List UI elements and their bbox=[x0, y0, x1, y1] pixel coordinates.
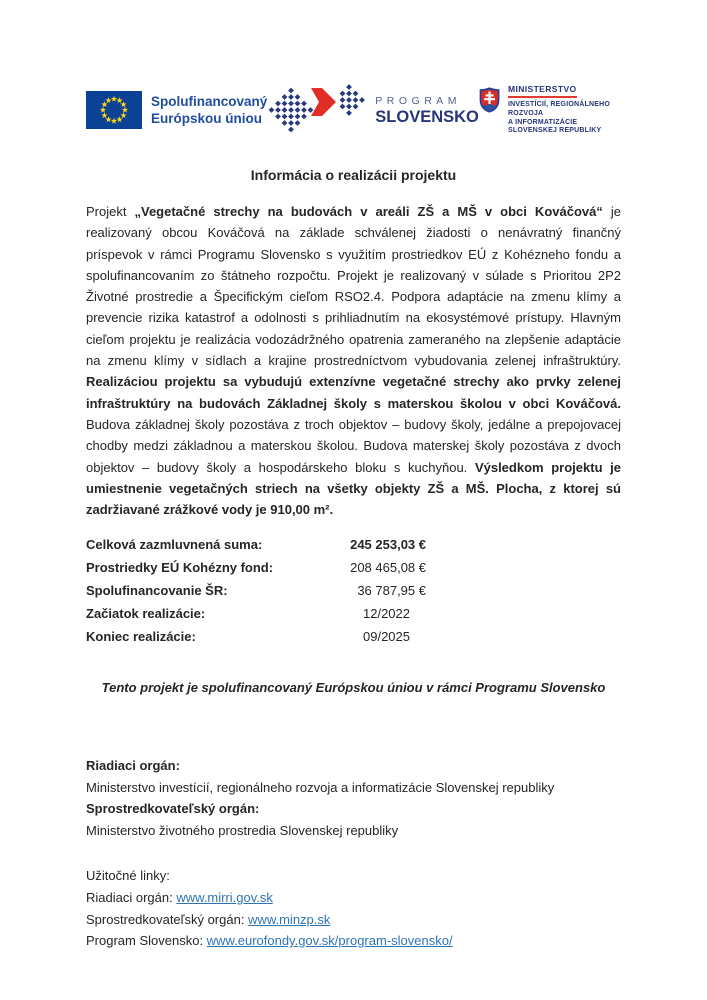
eu-flag-icon bbox=[86, 91, 142, 129]
financial-row bbox=[86, 556, 621, 579]
project-description-paragraph bbox=[86, 201, 621, 520]
financial-row bbox=[86, 602, 621, 625]
paragraph-segment: Projekt bbox=[86, 204, 135, 219]
link-prefix: Sprostredkovateľský orgán: bbox=[86, 911, 249, 927]
managing-authority-label: Riadiaci orgán: bbox=[86, 758, 180, 774]
useful-links-heading: Užitočné linky: bbox=[86, 868, 170, 884]
paragraph-bold-segment: Výsledkom projektu je umiestnenie vegetačných striech na všetky objekty ZŠ a MŠ. Plocha, z ktorej sú zadržiavané zrážkové vody je 910,00 m². bbox=[86, 459, 621, 518]
intermediate-body-label: Sprostredkovateľský orgán: bbox=[86, 801, 260, 817]
eu-logo-text bbox=[151, 93, 267, 127]
page-title: Informácia o realizácii projektu bbox=[250, 167, 457, 183]
financial-value: 12/2022 bbox=[363, 606, 410, 622]
project-name-bold: „Vegetačné strechy na budovách v areáli ZŠ a MŠ v obci Kováčová“ bbox=[134, 204, 603, 219]
eu-logo-line1: Spolufinancovaný bbox=[151, 94, 268, 109]
ministry-title: MINISTERSTVO bbox=[508, 84, 577, 98]
financial-label: Prostriedky EÚ Kohézny fond: bbox=[86, 560, 274, 576]
paragraph-segment: Budova základnej školy pozostáva z troch objektov – budovy školy, jedálne a prepojovacej chodby medzi základnou a materskou školou. Budova materskej školy pozostáva z dvoch objektov – budovy školy a hospodárskeho bloku s kuchyňou. bbox=[86, 416, 621, 475]
logo-header bbox=[86, 0, 621, 142]
eurofondy-link[interactable]: www.eurofondy.gov.sk/program-slovensko/ bbox=[206, 933, 453, 949]
intermediate-body-value: Ministerstvo životného prostredia Slovenskej republiky bbox=[86, 822, 399, 838]
slovak-coat-of-arms-icon bbox=[479, 84, 500, 116]
paragraph-bold-segment: Realizáciou projektu sa vybudujú extenzívne vegetačné strechy ako prvky zelenej infraštruktúry na budovách Základnej školy s materskou školou v obci Kováčová. bbox=[86, 374, 621, 411]
program-slovensko-mark-icon bbox=[267, 80, 367, 140]
paragraph-segment: je realizovaný obcou Kováčová na základe schválenej žiadosti o nenávratný finančný príspevok v rámci Programu Slovensko s využitím prostriedkov EÚ z Kohézneho fondu a spolufinancovaním zo štátneho rozpočtu. Projekt je realizovaný v súlade s Prioritou 2P2 Životné prostredie a Špecifickým cieľom RSO2.4. Podpora adaptácie na zmenu klímy a prevencie rizika katastrof a odolnosti s prihliadnutím na ekosystémové prístupy. Hlavným cieľom projektu je realizácia vodozádržného opatrenia zameraného na zlepšenie adaptácie na zmenu klímy v sídlach a krajine prostredníctvom vybudovania zelenej infraštruktúry. bbox=[86, 204, 622, 369]
program-slovensko-text bbox=[375, 95, 479, 126]
link-line bbox=[86, 930, 621, 952]
useful-links bbox=[86, 865, 621, 951]
mirri-link[interactable]: www.mirri.gov.sk bbox=[176, 890, 273, 906]
funding-note: Tento projekt je spolufinancovaný Európskou úniou v rámci Programu Slovensko bbox=[101, 680, 606, 696]
ministry-line3: A INFORMATIZÁCIE bbox=[507, 118, 578, 126]
financial-value: 208 465,08 € bbox=[350, 560, 426, 576]
eu-logo-line2: Európskou úniou bbox=[151, 111, 262, 126]
financial-value: 09/2025 bbox=[363, 629, 410, 645]
ministry-text bbox=[508, 84, 621, 136]
slovensko-label: SLOVENSKO bbox=[375, 107, 479, 126]
financial-label: Spolufinancovanie ŠR: bbox=[86, 583, 228, 599]
financial-label: Začiatok realizácie: bbox=[86, 606, 206, 622]
link-line bbox=[86, 909, 621, 931]
link-prefix: Program Slovensko: bbox=[86, 933, 207, 949]
financial-label: Celková zazmluvnená suma: bbox=[86, 537, 263, 553]
eu-cofunded-logo bbox=[86, 91, 267, 129]
financial-row bbox=[86, 579, 621, 602]
program-slovensko-logo bbox=[267, 80, 479, 140]
managing-authority-value: Ministerstvo investícií, regionálneho rozvoja a informatizácie Slovenskej republiky bbox=[86, 779, 555, 795]
ministry-line4: SLOVENSKEJ REPUBLIKY bbox=[507, 127, 602, 135]
financial-row bbox=[86, 625, 621, 648]
minzp-link[interactable]: www.minzp.sk bbox=[248, 911, 331, 927]
financial-summary bbox=[86, 533, 621, 648]
managing-bodies bbox=[86, 755, 621, 841]
program-label: PROGRAM bbox=[375, 94, 462, 107]
financial-row bbox=[86, 533, 621, 556]
financial-label: Koniec realizácie: bbox=[86, 629, 196, 645]
financial-value: 36 787,95 € bbox=[357, 583, 426, 599]
financial-value: 245 253,03 € bbox=[350, 537, 426, 553]
ministry-logo bbox=[479, 84, 621, 136]
link-line bbox=[86, 887, 621, 909]
ministry-line2: INVESTÍCIÍ, REGIONÁLNEHO ROZVOJA bbox=[507, 100, 610, 117]
link-prefix: Riadiaci orgán: bbox=[86, 890, 177, 906]
red-arrow-icon bbox=[311, 88, 336, 116]
